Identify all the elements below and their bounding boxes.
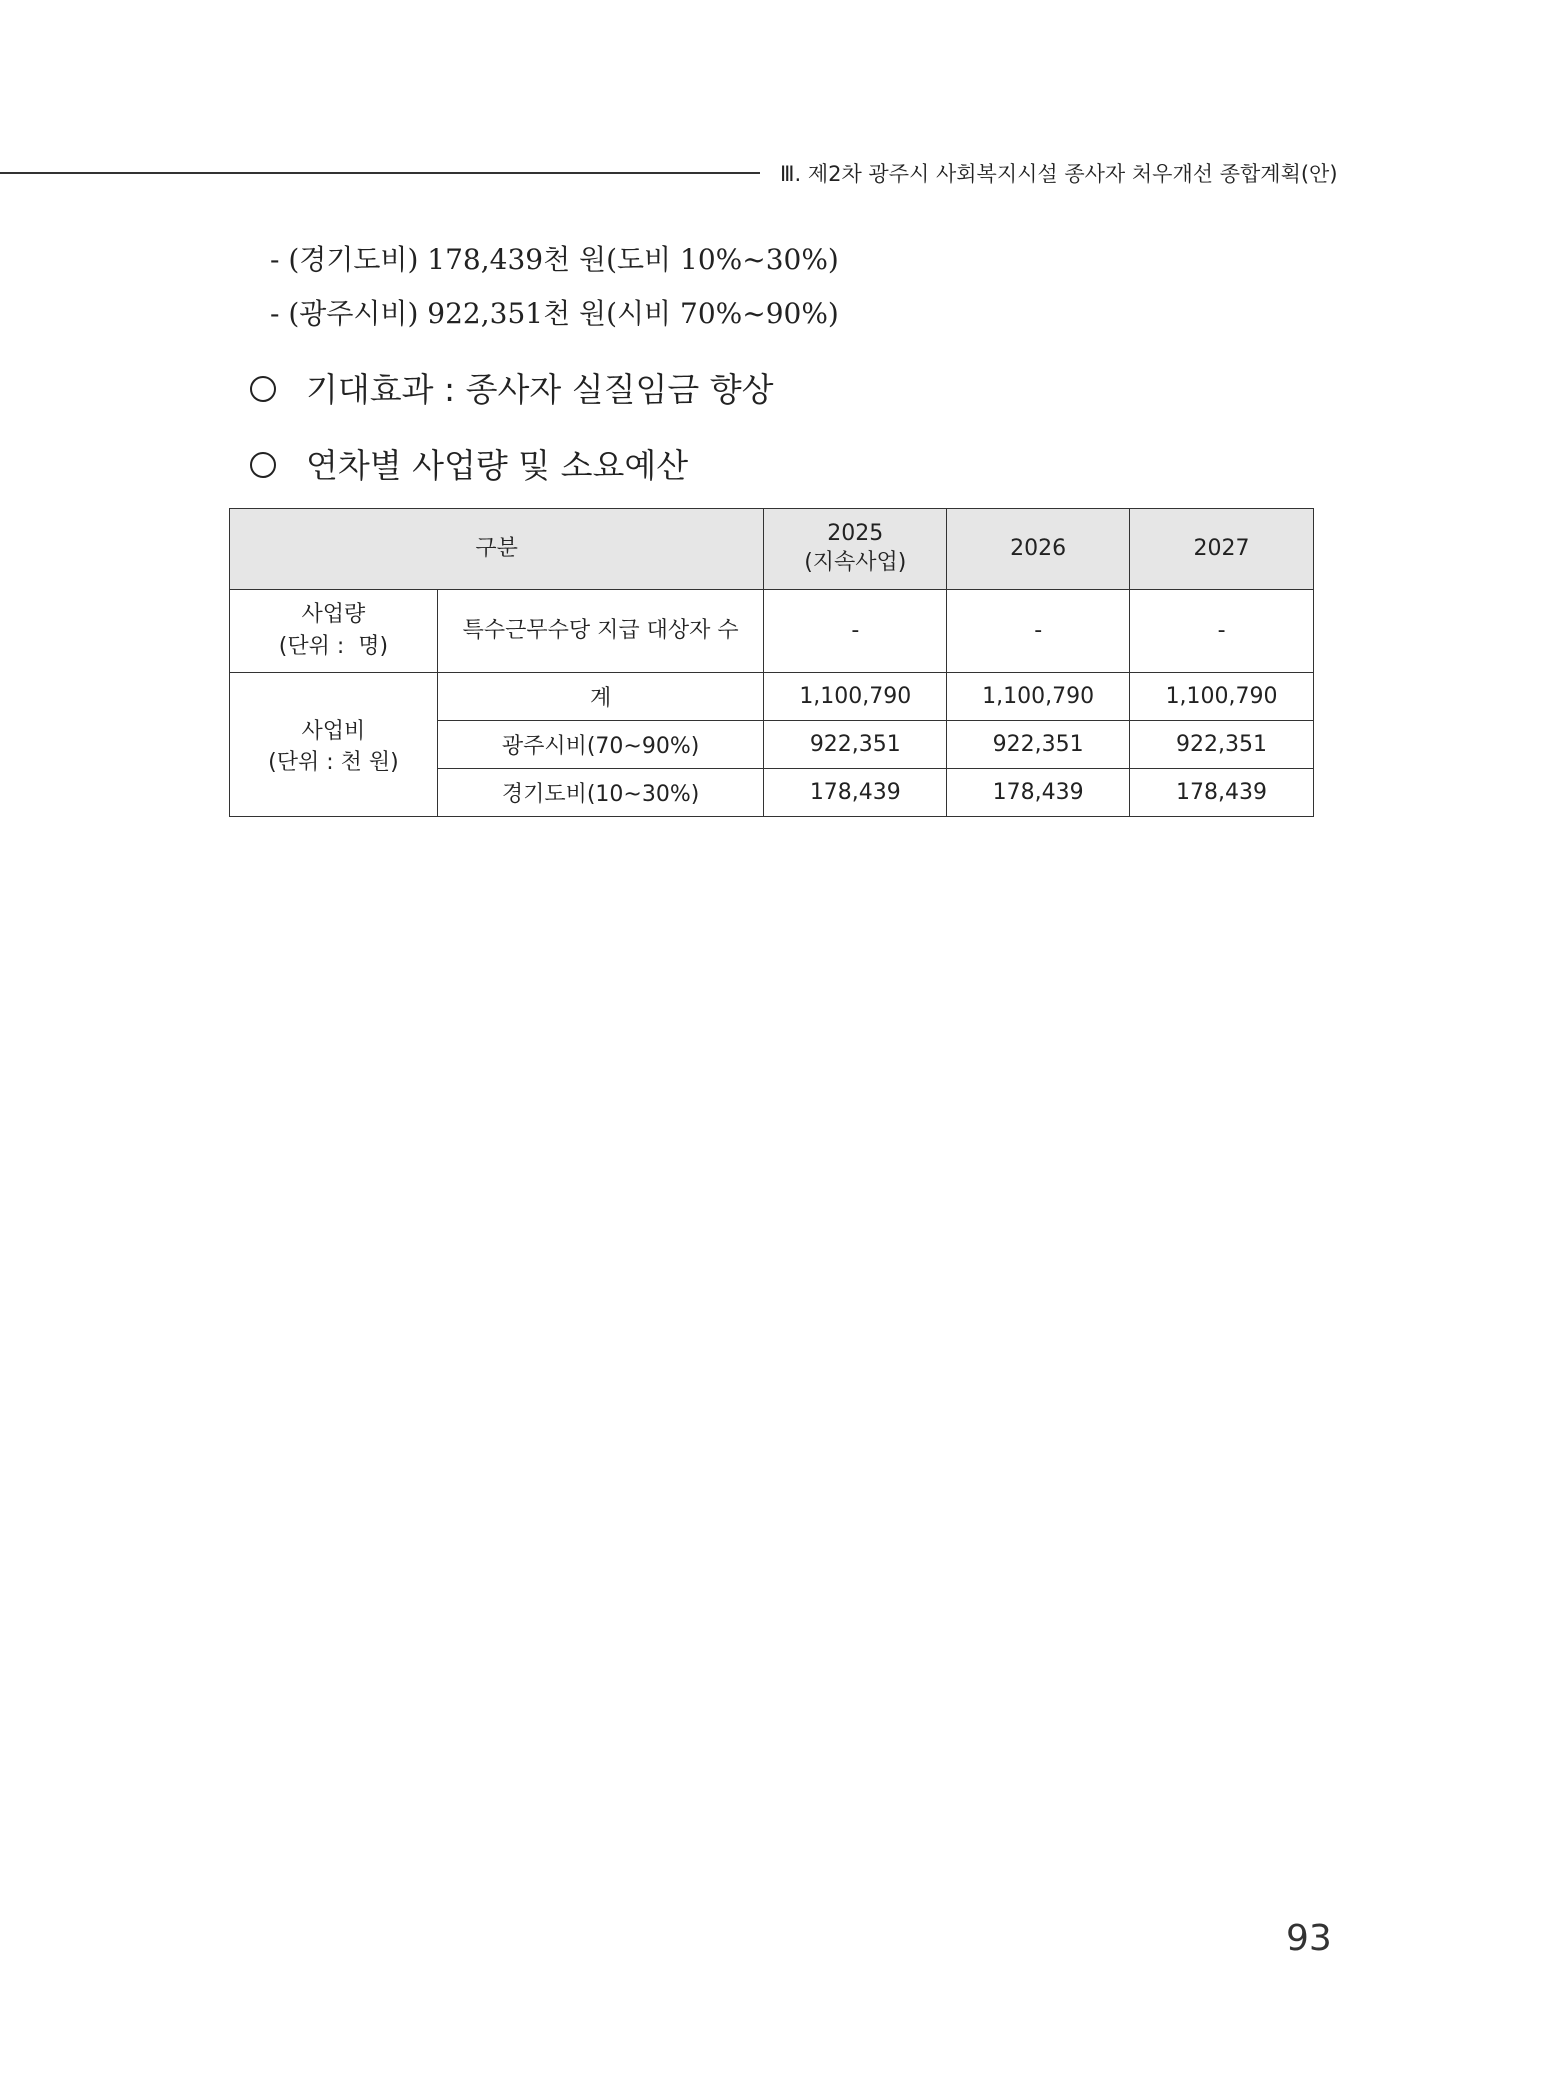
cost-total-2027: 1,100,790 [1130,673,1314,721]
cost-city-2025: 922,351 [764,721,947,769]
cost-city-label: 광주시비(70~90%) [437,721,764,769]
header-2027: 2027 [1130,509,1314,590]
cost-total-2026: 1,100,790 [947,673,1130,721]
volume-2026: - [947,590,1130,673]
cost-city-2027: 922,351 [1130,721,1314,769]
cost-province-2025: 178,439 [764,769,947,817]
table-row [230,590,1314,673]
volume-label-line1: 사업량 [301,602,366,628]
volume-2025: - [764,590,947,673]
header-2025-year: 2025 [827,521,884,547]
header-2025-note: (지속사업) [804,550,907,575]
header-2026: 2026 [947,509,1130,590]
header-rule [0,172,760,174]
cost-province-2026: 178,439 [947,769,1130,817]
funding-gwangju: - (광주시비) 922,351천 원(시비 70%~90%) [270,297,839,330]
funding-gyeonggi: - (경기도비) 178,439천 원(도비 10%~30%) [270,243,839,276]
cost-province-label: 경기도비(10~30%) [437,769,764,817]
section-annual-plan [250,440,688,487]
cost-label-line2: (단위 : 천 원) [268,749,399,775]
cost-label [230,673,438,817]
section-expected-effect-text: 기대효과 : 종사자 실질임금 향상 [306,370,774,409]
section-annual-plan-text: 연차별 사업량 및 소요예산 [306,446,689,485]
cost-city-2026: 922,351 [947,721,1130,769]
volume-label-line2: (단위 : 명) [278,634,389,659]
cost-province-2027: 178,439 [1130,769,1314,817]
header-category: 구분 [230,509,764,590]
volume-2027: - [1130,590,1314,673]
volume-item: 특수근무수당 지급 대상자 수 [437,590,764,673]
cost-total-label: 계 [437,673,764,721]
circle-bullet-icon [250,452,276,478]
table-row [230,673,1314,721]
cost-total-2025: 1,100,790 [764,673,947,721]
volume-label [230,590,438,673]
cost-label-line1: 사업비 [301,718,366,744]
header-2025 [764,509,947,590]
section-expected-effect [250,364,774,411]
circle-bullet-icon [250,376,276,402]
budget-table [229,508,1314,817]
running-head: Ⅲ. 제2차 광주시 사회복지시설 종사자 처우개선 종합계획(안) [780,162,1338,186]
table-header-row [230,509,1314,590]
page-number: 93 [1286,1918,1332,1959]
